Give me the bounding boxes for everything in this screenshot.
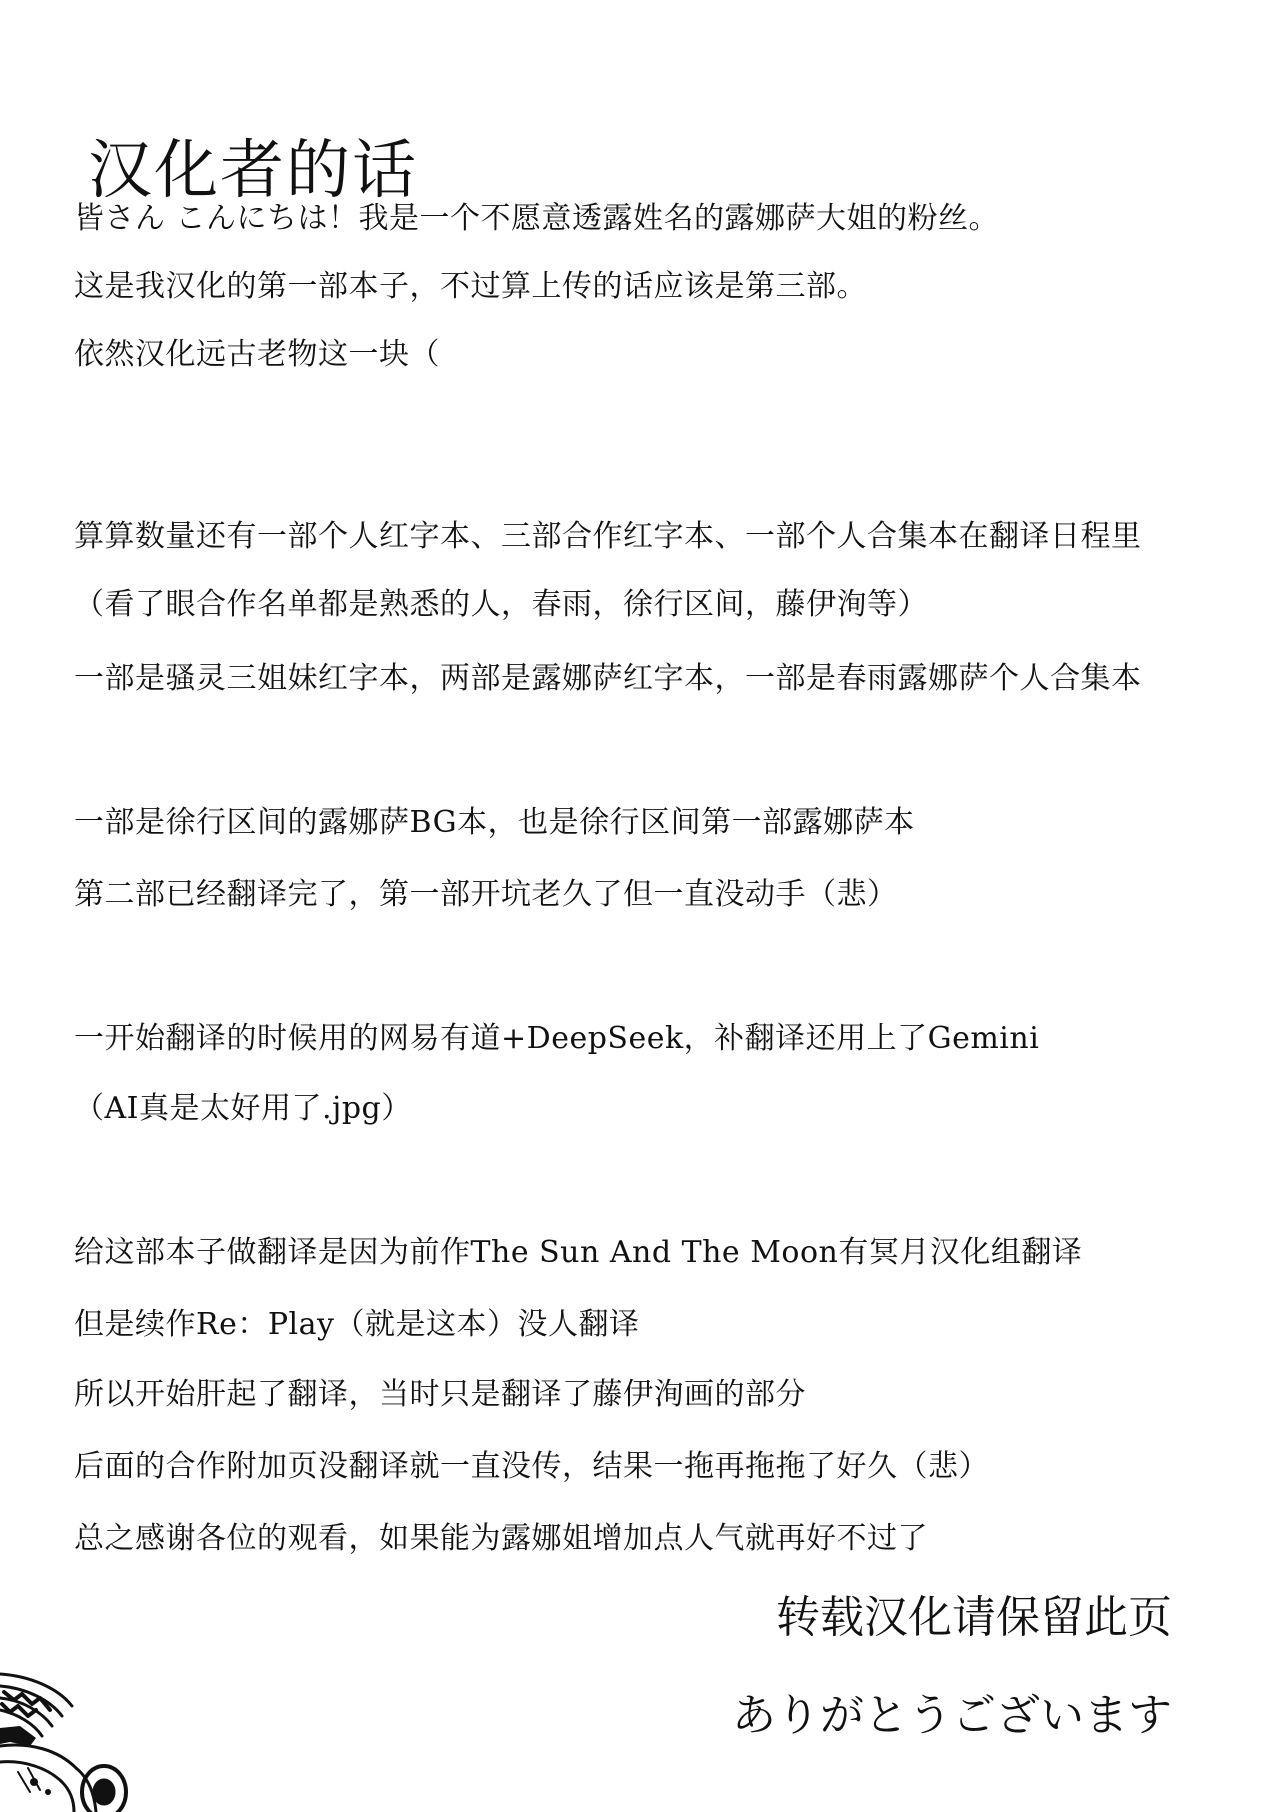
note-line: 这是我汉化的第一部本子，不过算上传的话应该是第三部。 <box>74 269 867 304</box>
note-line: 皆さん こんにちは！我是一个不愿意透露姓名的露娜萨大姐的粉丝。 <box>74 201 1000 236</box>
note-line: 后面的合作附加页没翻译就一直没传，结果一拖再拖拖了好久（悲） <box>74 1449 989 1484</box>
note-line: 但是续作Re：Play（就是这本）没人翻译 <box>74 1307 640 1342</box>
note-line: 给这部本子做翻译是因为前作The Sun And The Moon有冥月汉化组翻译 <box>74 1235 1083 1270</box>
note-line: 算算数量还有一部个人红字本、三部合作红字本、一部个人合集本在翻译日程里 <box>74 519 1142 554</box>
thanks-message: ありがとうございます <box>732 1690 1172 1741</box>
note-line: 所以开始肝起了翻译，当时只是翻译了藤伊洵画的部分 <box>74 1377 806 1412</box>
repost-notice: 转载汉化请保留此页 <box>776 1592 1172 1643</box>
note-line: 依然汉化远古老物这一块（ <box>74 337 440 372</box>
manga-character-hat-fragment-icon <box>0 1642 140 1812</box>
note-line: 一部是骚灵三姐妹红字本，两部是露娜萨红字本，一部是春雨露娜萨个人合集本 <box>74 661 1142 696</box>
page-title: 汉化者的话 <box>88 133 418 208</box>
note-line: 一部是徐行区间的露娜萨BG本，也是徐行区间第一部露娜萨本 <box>74 805 915 840</box>
note-line: （看了眼合作名单都是熟悉的人，春雨，徐行区间，藤伊洵等） <box>74 587 928 622</box>
note-line: 第二部已经翻译完了，第一部开坑老久了但一直没动手（悲） <box>74 877 898 912</box>
note-line: （AI真是太好用了.jpg） <box>74 1091 412 1126</box>
note-line: 总之感谢各位的观看，如果能为露娜姐增加点人气就再好不过了 <box>74 1521 928 1556</box>
note-line: 一开始翻译的时候用的网易有道+DeepSeek，补翻译还用上了Gemini <box>74 1021 1040 1056</box>
